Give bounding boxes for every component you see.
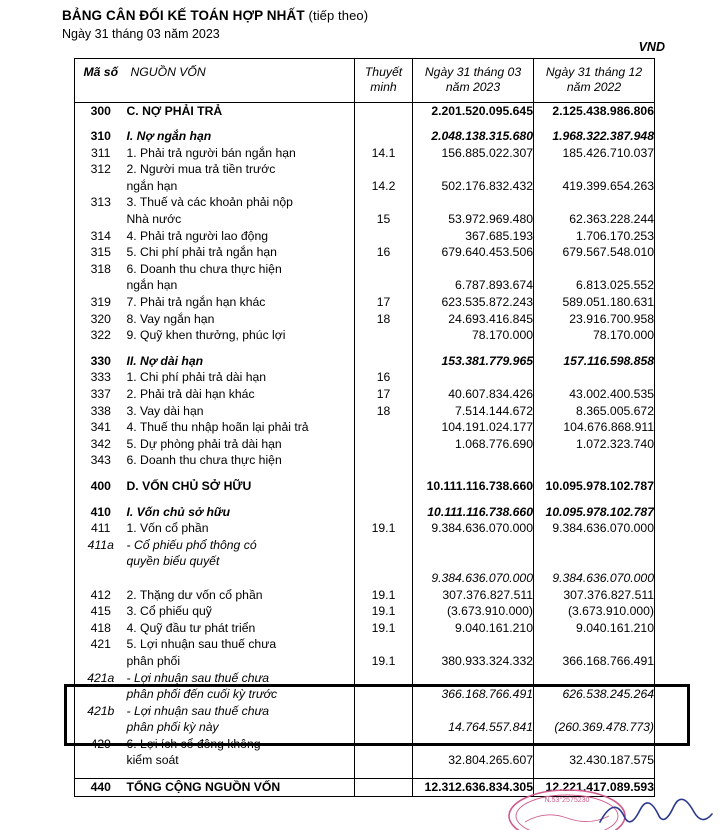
table-row: [75, 244, 655, 261]
row-value-previous: 43.002.400.535: [534, 386, 655, 403]
header-previous-line1: Ngày 31 tháng 12: [545, 65, 643, 79]
table-row: [75, 261, 655, 278]
row-value-current: 32.804.265.607: [413, 752, 534, 769]
row-note-reference: [355, 752, 413, 769]
row-value-previous: [534, 261, 655, 278]
table-row: [75, 311, 655, 328]
row-description: Nhà nước: [126, 212, 182, 227]
table-row: [75, 686, 655, 703]
row-value-current: 10.111.116.738.660: [413, 478, 534, 495]
header-current-period: [413, 59, 534, 103]
row-note-reference: [355, 703, 413, 720]
row-code: 312: [90, 162, 111, 177]
table-row: [75, 653, 655, 670]
row-code: 322: [90, 328, 111, 343]
row-note-reference: [355, 419, 413, 436]
row-description: phân phối: [126, 653, 181, 668]
row-value-current: 104.191.024.177: [413, 419, 534, 436]
row-description: TỔNG CỘNG NGUỒN VỐN: [127, 779, 355, 797]
row-description: 5. Lợi nhuận sau thuế chưa: [126, 637, 277, 652]
row-code: 330: [90, 353, 111, 368]
table-row: [75, 403, 655, 420]
table-spacer-row: [75, 469, 655, 478]
document-title-bold: BẢNG CÂN ĐỐI KẾ TOÁN HỢP NHẤT: [62, 8, 305, 23]
row-note-reference: [355, 161, 413, 178]
row-description: 5. Dự phòng phải trả dài hạn: [126, 436, 282, 451]
row-value-current: 307.376.827.511: [413, 587, 534, 604]
row-note-reference: [355, 670, 413, 687]
row-value-previous: 10.095.978.102.787: [534, 478, 655, 495]
row-note-reference: [355, 779, 413, 797]
row-code: 310: [90, 129, 111, 144]
row-value-previous: 8.365.005.672: [534, 403, 655, 420]
row-value-previous: [534, 553, 655, 570]
row-note-reference: 19.1: [355, 587, 413, 604]
table-row: [75, 537, 655, 554]
handwritten-signature: [596, 792, 716, 830]
row-value-current: 6.787.893.674: [413, 277, 534, 294]
row-code: [75, 686, 127, 703]
balance-sheet-table: [74, 58, 655, 797]
table-row: [75, 419, 655, 436]
row-value-previous: 1.968.322.387.948: [534, 128, 655, 145]
row-code: 315: [90, 245, 111, 260]
row-code: 411: [91, 521, 111, 536]
row-value-previous: 6.813.025.552: [534, 277, 655, 294]
row-code: 300: [90, 103, 111, 118]
row-value-previous: 23.916.700.958: [534, 311, 655, 328]
row-value-current: [413, 553, 534, 570]
row-code: 314: [90, 228, 111, 243]
row-description: 5. Chi phí phải trả ngắn hạn: [126, 245, 277, 260]
row-value-previous: 9.384.636.070.000: [534, 520, 655, 537]
row-code: 313: [90, 195, 111, 210]
row-note-reference: [355, 277, 413, 294]
row-value-current: 2.201.520.095.645: [413, 102, 534, 119]
row-note-reference: [355, 194, 413, 211]
row-value-previous: 185.426.710.037: [534, 145, 655, 162]
row-value-current: 380.933.324.332: [413, 653, 534, 670]
header-current-line1: Ngày 31 tháng 03: [424, 65, 522, 79]
row-note-reference: 19.1: [355, 653, 413, 670]
row-value-current: 9.384.636.070.000: [413, 570, 534, 587]
row-code: 319: [90, 295, 111, 310]
row-description: D. VỐN CHỦ SỞ HỮU: [126, 478, 252, 493]
table-row: [75, 703, 655, 720]
row-note-reference: [355, 686, 413, 703]
table-row: [75, 587, 655, 604]
row-code: [75, 719, 127, 736]
row-value-current: 9.384.636.070.000: [413, 520, 534, 537]
row-value-previous: [534, 161, 655, 178]
row-value-previous: 32.430.187.575: [534, 752, 655, 769]
row-description: 4. Phải trả người lao động: [126, 228, 269, 243]
row-description: II. Nợ dài hạn: [126, 353, 204, 368]
table-row: [75, 211, 655, 228]
header-note: [355, 59, 413, 103]
row-value-previous: 589.051.180.631: [534, 294, 655, 311]
row-value-current: 78.170.000: [413, 327, 534, 344]
row-description: - Cổ phiếu phổ thông có: [126, 537, 257, 552]
row-code: 440: [75, 779, 127, 797]
table-row: [75, 277, 655, 294]
table-row: [75, 452, 655, 469]
header-note-line1: Thuyết: [364, 65, 403, 79]
row-description: - Lợi nhuận sau thuế chưa: [126, 703, 269, 718]
row-code: 333: [90, 370, 111, 385]
table-row: [75, 353, 655, 370]
row-note-reference: [355, 504, 413, 521]
row-description: 1. Phải trả người bán ngắn hạn: [126, 145, 296, 160]
row-note-reference: 16: [355, 369, 413, 386]
row-value-previous: (260.369.478.773): [534, 719, 655, 736]
row-value-previous: 78.170.000: [534, 327, 655, 344]
row-note-reference: [355, 478, 413, 495]
row-value-previous: 366.168.766.491: [534, 653, 655, 670]
row-value-current: [413, 537, 534, 554]
table-row: [75, 178, 655, 195]
table-spacer-row: [75, 344, 655, 353]
header-current-line2: năm 2023: [445, 80, 501, 95]
row-value-previous: [534, 369, 655, 386]
svg-text:N.53°2575230: N.53°2575230: [544, 797, 590, 804]
row-value-current: 679.640.453.506: [413, 244, 534, 261]
row-note-reference: 14.2: [355, 178, 413, 195]
table-body: [75, 102, 655, 796]
table-spacer-row: [75, 119, 655, 128]
row-note-reference: 19.1: [355, 520, 413, 537]
row-code: 415: [90, 604, 111, 619]
row-note-reference: [355, 353, 413, 370]
table-row: [75, 161, 655, 178]
row-note-reference: [355, 452, 413, 469]
row-code: 341: [90, 420, 111, 435]
table-row: [75, 128, 655, 145]
row-code: [75, 653, 127, 670]
row-note-reference: 15: [355, 211, 413, 228]
row-code: 337: [90, 387, 111, 401]
row-code: 429: [90, 736, 111, 751]
table-row: [75, 719, 655, 736]
row-description: 4. Thuế thu nhập hoãn lại phải trả: [126, 420, 309, 435]
row-code: 400: [90, 478, 111, 493]
row-note-reference: [355, 102, 413, 119]
row-value-current: [413, 670, 534, 687]
table-row: [75, 752, 655, 769]
table-row: [75, 102, 655, 119]
row-code: 421b: [87, 703, 115, 718]
row-code: 421: [90, 637, 111, 652]
row-description: 8. Vay ngắn hạn: [126, 311, 215, 326]
row-value-current: [413, 161, 534, 178]
table-row: [75, 145, 655, 162]
row-description: 6. Lợi ích cổ đông không: [126, 736, 261, 751]
table-spacer-row: [75, 769, 655, 779]
row-code: [75, 752, 127, 769]
row-value-previous: 679.567.548.010: [534, 244, 655, 261]
row-code: 311: [91, 145, 111, 160]
table-row: [75, 570, 655, 587]
row-description: phân phối đến cuối kỳ trước: [126, 687, 278, 702]
table-row: [75, 603, 655, 620]
row-description: phân phối kỳ này: [126, 720, 219, 735]
row-note-reference: 19.1: [355, 603, 413, 620]
row-value-previous: 10.095.978.102.787: [534, 504, 655, 521]
row-description: C. NỢ PHẢI TRẢ: [126, 103, 223, 118]
row-code: 342: [90, 436, 111, 451]
row-value-current: (3.673.910.000): [413, 603, 534, 620]
row-code: 320: [90, 311, 111, 326]
row-value-previous: 104.676.868.911: [534, 419, 655, 436]
row-value-previous: [534, 452, 655, 469]
row-value-current: [413, 736, 534, 753]
row-code: 410: [90, 504, 111, 519]
row-note-reference: [355, 436, 413, 453]
row-description: 3. Cổ phiếu quỹ: [126, 604, 212, 619]
header-note-line2: minh: [370, 80, 397, 95]
row-description: 6. Doanh thu chưa thực hiện: [126, 453, 282, 468]
row-note-reference: [355, 537, 413, 554]
row-description: 6. Doanh thu chưa thực hiện: [126, 261, 282, 276]
row-description: - Lợi nhuận sau thuế chưa: [126, 670, 269, 685]
table-header: [75, 59, 655, 103]
table-row: [75, 670, 655, 687]
row-code: [75, 277, 127, 294]
row-value-previous: 1.072.323.740: [534, 436, 655, 453]
row-code: 343: [90, 453, 111, 468]
row-value-current: 12.312.636.834.305: [413, 779, 534, 797]
row-value-previous: 307.376.827.511: [534, 587, 655, 604]
row-description: 9. Quỹ khen thưởng, phúc lợi: [126, 328, 286, 343]
table-spacer-row: [75, 495, 655, 504]
table-row: [75, 194, 655, 211]
row-value-current: 1.068.776.690: [413, 436, 534, 453]
row-note-reference: 19.1: [355, 620, 413, 637]
row-note-reference: [355, 636, 413, 653]
table-row: [75, 779, 655, 797]
row-description: ngắn hạn: [126, 178, 178, 193]
row-value-current: [413, 261, 534, 278]
row-code: [75, 178, 127, 195]
document-title: [62, 8, 368, 23]
row-value-current: 9.040.161.210: [413, 620, 534, 637]
row-description: 3. Vay dài hạn: [126, 403, 204, 418]
row-note-reference: 14.1: [355, 145, 413, 162]
table-row: [75, 636, 655, 653]
row-description: kiểm soát: [126, 753, 179, 768]
row-value-previous: 62.363.228.244: [534, 211, 655, 228]
row-description: 2. Thặng dư vốn cổ phần: [126, 587, 263, 602]
row-value-previous: 626.538.245.264: [534, 686, 655, 703]
row-value-current: 40.607.834.426: [413, 386, 534, 403]
table-row: [75, 620, 655, 637]
table-row: [75, 386, 655, 403]
currency-unit: VND: [638, 40, 665, 54]
row-value-previous: [534, 703, 655, 720]
row-code: 338: [90, 403, 111, 418]
row-note-reference: [355, 736, 413, 753]
document-subtitle: Ngày 31 tháng 03 năm 2023: [62, 27, 220, 41]
row-value-previous: 1.706.170.253: [534, 228, 655, 245]
row-value-current: 53.972.969.480: [413, 211, 534, 228]
row-note-reference: 18: [355, 311, 413, 328]
row-value-previous: 9.384.636.070.000: [534, 570, 655, 587]
header-description: NGUỒN VỐN: [127, 59, 355, 103]
row-description: 2. Phải trả dài hạn khác: [126, 387, 255, 401]
row-value-current: 10.111.116.738.660: [413, 504, 534, 521]
row-note-reference: [355, 570, 413, 587]
document-title-suffix: (tiếp theo): [308, 8, 369, 23]
row-value-current: [413, 369, 534, 386]
row-value-current: 367.685.193: [413, 228, 534, 245]
row-value-previous: [534, 537, 655, 554]
table-row: [75, 228, 655, 245]
table-row: [75, 504, 655, 521]
row-value-current: 7.514.144.672: [413, 403, 534, 420]
row-note-reference: 17: [355, 294, 413, 311]
row-value-previous: (3.673.910.000): [534, 603, 655, 620]
row-description: 4. Quỹ đầu tư phát triển: [126, 620, 256, 635]
table-header-row: [75, 59, 655, 103]
row-description: I. Vốn chủ sở hữu: [126, 504, 231, 519]
row-note-reference: [355, 228, 413, 245]
row-value-current: 366.168.766.491: [413, 686, 534, 703]
header-previous-period: [534, 59, 655, 103]
table-row: [75, 294, 655, 311]
row-value-previous: [534, 194, 655, 211]
row-value-current: [413, 452, 534, 469]
row-description: 1. Vốn cổ phần: [126, 521, 209, 536]
row-value-current: [413, 703, 534, 720]
row-note-reference: [355, 327, 413, 344]
row-description: I. Nợ ngắn hạn: [126, 129, 212, 144]
table-row: [75, 553, 655, 570]
table-row: [75, 369, 655, 386]
table-row: [75, 520, 655, 537]
row-code: 418: [90, 620, 111, 635]
row-code: 411a: [87, 537, 114, 552]
row-value-previous: [534, 736, 655, 753]
row-description: 2. Người mua trả tiền trước: [126, 162, 276, 177]
header-previous-line2: năm 2022: [566, 80, 622, 95]
row-note-reference: [355, 719, 413, 736]
row-value-current: 14.764.557.841: [413, 719, 534, 736]
row-value-current: 502.176.832.432: [413, 178, 534, 195]
row-description: [127, 570, 355, 587]
row-description: ngắn hạn: [126, 278, 178, 293]
row-code: 421a: [87, 670, 115, 685]
row-note-reference: [355, 261, 413, 278]
row-value-previous: 419.399.654.263: [534, 178, 655, 195]
header-code: Mã số: [75, 59, 127, 103]
row-code: 412: [90, 587, 111, 602]
row-value-current: 623.535.872.243: [413, 294, 534, 311]
row-code: [75, 211, 127, 228]
table-row: [75, 478, 655, 495]
row-description: quyền biểu quyết: [126, 554, 220, 569]
row-description: 1. Chi phí phải trả dài hạn: [126, 370, 267, 385]
row-note-reference: [355, 553, 413, 570]
row-value-current: [413, 636, 534, 653]
row-value-previous: 2.125.438.986.806: [534, 102, 655, 119]
row-note-reference: 18: [355, 403, 413, 420]
row-value-current: [413, 194, 534, 211]
row-note-reference: 17: [355, 386, 413, 403]
table-row: [75, 736, 655, 753]
row-note-reference: 16: [355, 244, 413, 261]
table-row: [75, 327, 655, 344]
row-code: [75, 570, 127, 587]
table-row: [75, 436, 655, 453]
row-value-current: 2.048.138.315.680: [413, 128, 534, 145]
row-value-current: 156.885.022.307: [413, 145, 534, 162]
row-value-previous: [534, 670, 655, 687]
row-description: 3. Thuế và các khoản phải nộp: [126, 195, 293, 210]
row-value-previous: [534, 636, 655, 653]
row-code: 318: [90, 261, 111, 276]
row-value-current: 153.381.779.965: [413, 353, 534, 370]
row-description: 7. Phải trả ngắn hạn khác: [126, 295, 266, 310]
row-note-reference: [355, 128, 413, 145]
row-value-previous: 12.221.417.089.593: [534, 779, 655, 797]
row-value-previous: 9.040.161.210: [534, 620, 655, 637]
row-code: [75, 553, 127, 570]
row-value-current: 24.693.416.845: [413, 311, 534, 328]
row-value-previous: 157.116.598.858: [534, 353, 655, 370]
